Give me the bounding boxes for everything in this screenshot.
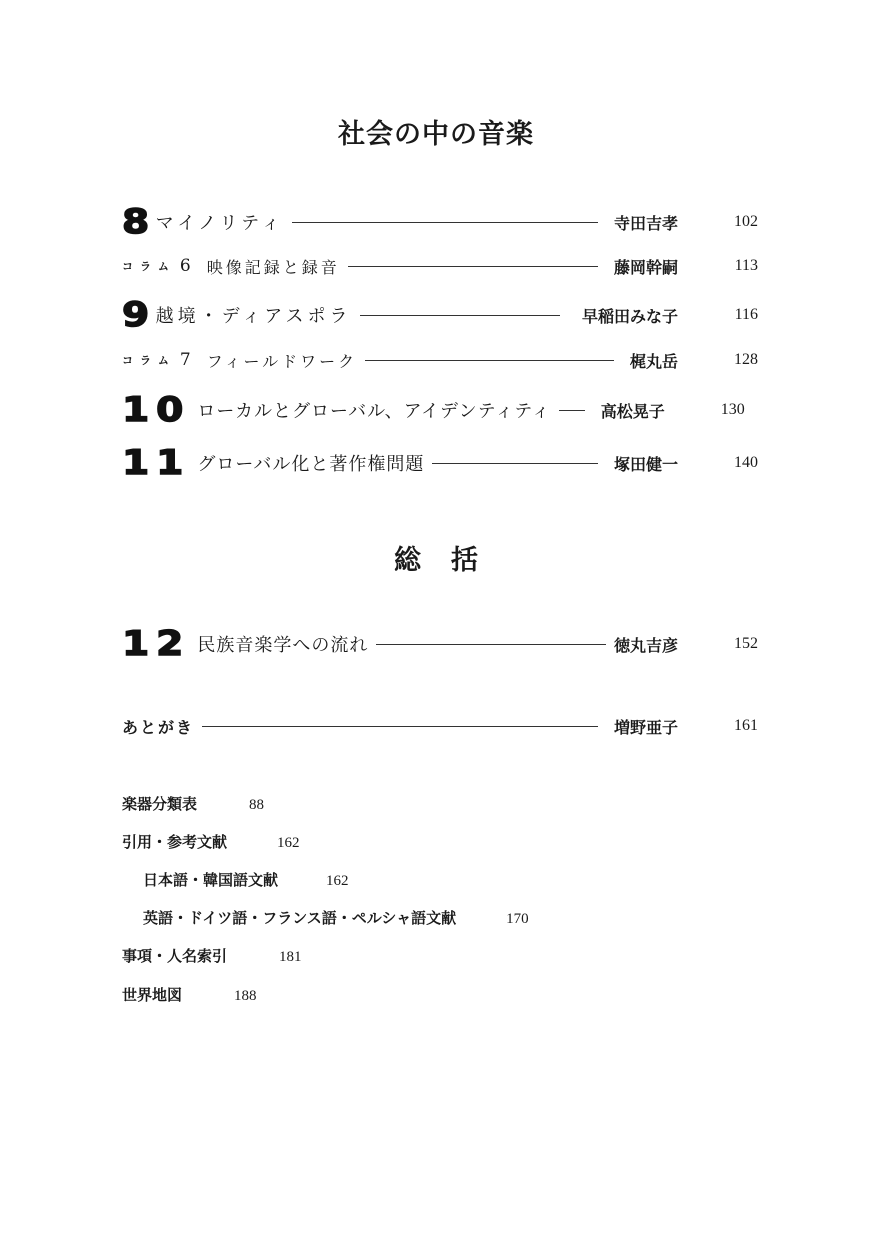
chapter-author: 寺田吉孝	[613, 213, 678, 233]
leader-line	[559, 410, 585, 411]
appendix-title: 事項・人名索引	[122, 947, 228, 965]
toc-chapter-12[interactable]	[122, 624, 758, 664]
appendix-title: 引用・参考文献	[122, 833, 228, 851]
column-page: 128	[734, 351, 758, 368]
appendix-page: 88	[249, 797, 265, 813]
appendix-item-foreign-refs[interactable]	[143, 907, 529, 928]
chapter-title: 越境・ディアスポラ	[155, 306, 352, 327]
leader-line	[292, 222, 598, 223]
chapter-page: 116	[734, 306, 758, 323]
appendix-item-instrument-table[interactable]	[122, 793, 264, 814]
afterword-title: あとがき	[122, 717, 195, 737]
appendix-item-index[interactable]	[122, 945, 302, 966]
toc-chapter-9[interactable]	[122, 295, 758, 335]
leader-line	[432, 463, 598, 464]
chapter-author: 塚田健一	[613, 454, 678, 474]
section-title-summary: 総括	[394, 545, 508, 576]
chapter-author: 徳丸吉彦	[613, 635, 678, 655]
chapter-author: 早稲田みな子	[581, 306, 678, 326]
appendix-item-world-map[interactable]	[122, 984, 257, 1005]
appendix-page: 181	[279, 949, 302, 965]
toc-chapter-10[interactable]	[122, 390, 758, 430]
column-page: 113	[734, 257, 758, 274]
leader-line	[202, 726, 598, 727]
appendix-item-references[interactable]	[122, 831, 300, 852]
chapter-title: グローバル化と著作権問題	[197, 454, 425, 475]
appendix-page: 188	[234, 988, 257, 1004]
appendix-item-japanese-korean-refs[interactable]	[143, 869, 349, 890]
appendix-page: 162	[326, 873, 349, 889]
afterword-page: 161	[734, 717, 758, 734]
column-title: 映像記録と録音	[206, 257, 340, 277]
appendix-title: 楽器分類表	[122, 795, 198, 813]
column-author: 藤岡幹嗣	[613, 257, 678, 277]
toc-chapter-8[interactable]	[122, 202, 758, 242]
chapter-number: 10	[122, 390, 191, 430]
chapter-page: 140	[734, 454, 758, 471]
column-title: フィールドワーク	[206, 351, 358, 371]
column-number: 6	[179, 256, 191, 276]
afterword-author: 増野亜子	[613, 717, 678, 737]
chapter-page: 152	[734, 635, 758, 652]
appendix-title: 英語・ドイツ語・フランス語・ペルシャ語文献	[143, 909, 457, 927]
column-label: コラム	[122, 260, 176, 273]
chapter-title: マイノリティ	[155, 213, 284, 234]
chapter-page: 102	[734, 213, 758, 230]
toc-afterword[interactable]	[122, 706, 758, 746]
appendix-page: 170	[506, 911, 529, 927]
appendix-page: 162	[277, 835, 300, 851]
appendix-title: 世界地図	[122, 986, 183, 1004]
leader-line	[348, 266, 598, 267]
leader-line	[360, 315, 560, 316]
leader-line	[365, 360, 614, 361]
chapter-number: 12	[122, 624, 191, 664]
leader-line	[376, 644, 606, 645]
column-number: 7	[179, 350, 191, 370]
column-author: 梶丸岳	[629, 351, 678, 371]
chapter-page: 130	[720, 401, 745, 418]
chapter-title: 民族音楽学への流れ	[197, 635, 369, 656]
toc-column-6[interactable]	[122, 246, 758, 286]
chapter-number: 9	[122, 295, 150, 335]
toc-column-7[interactable]	[122, 340, 758, 380]
section-title-society: 社会の中の音楽	[338, 119, 534, 150]
toc-chapter-11[interactable]	[122, 443, 758, 483]
chapter-number: 8	[122, 202, 150, 242]
column-label: コラム	[122, 354, 176, 367]
chapter-title: ローカルとグローバル、アイデンティティ	[197, 401, 551, 422]
chapter-number: 11	[122, 443, 191, 483]
appendix-title: 日本語・韓国語文献	[143, 871, 279, 889]
chapter-author: 高松晃子	[600, 401, 665, 421]
